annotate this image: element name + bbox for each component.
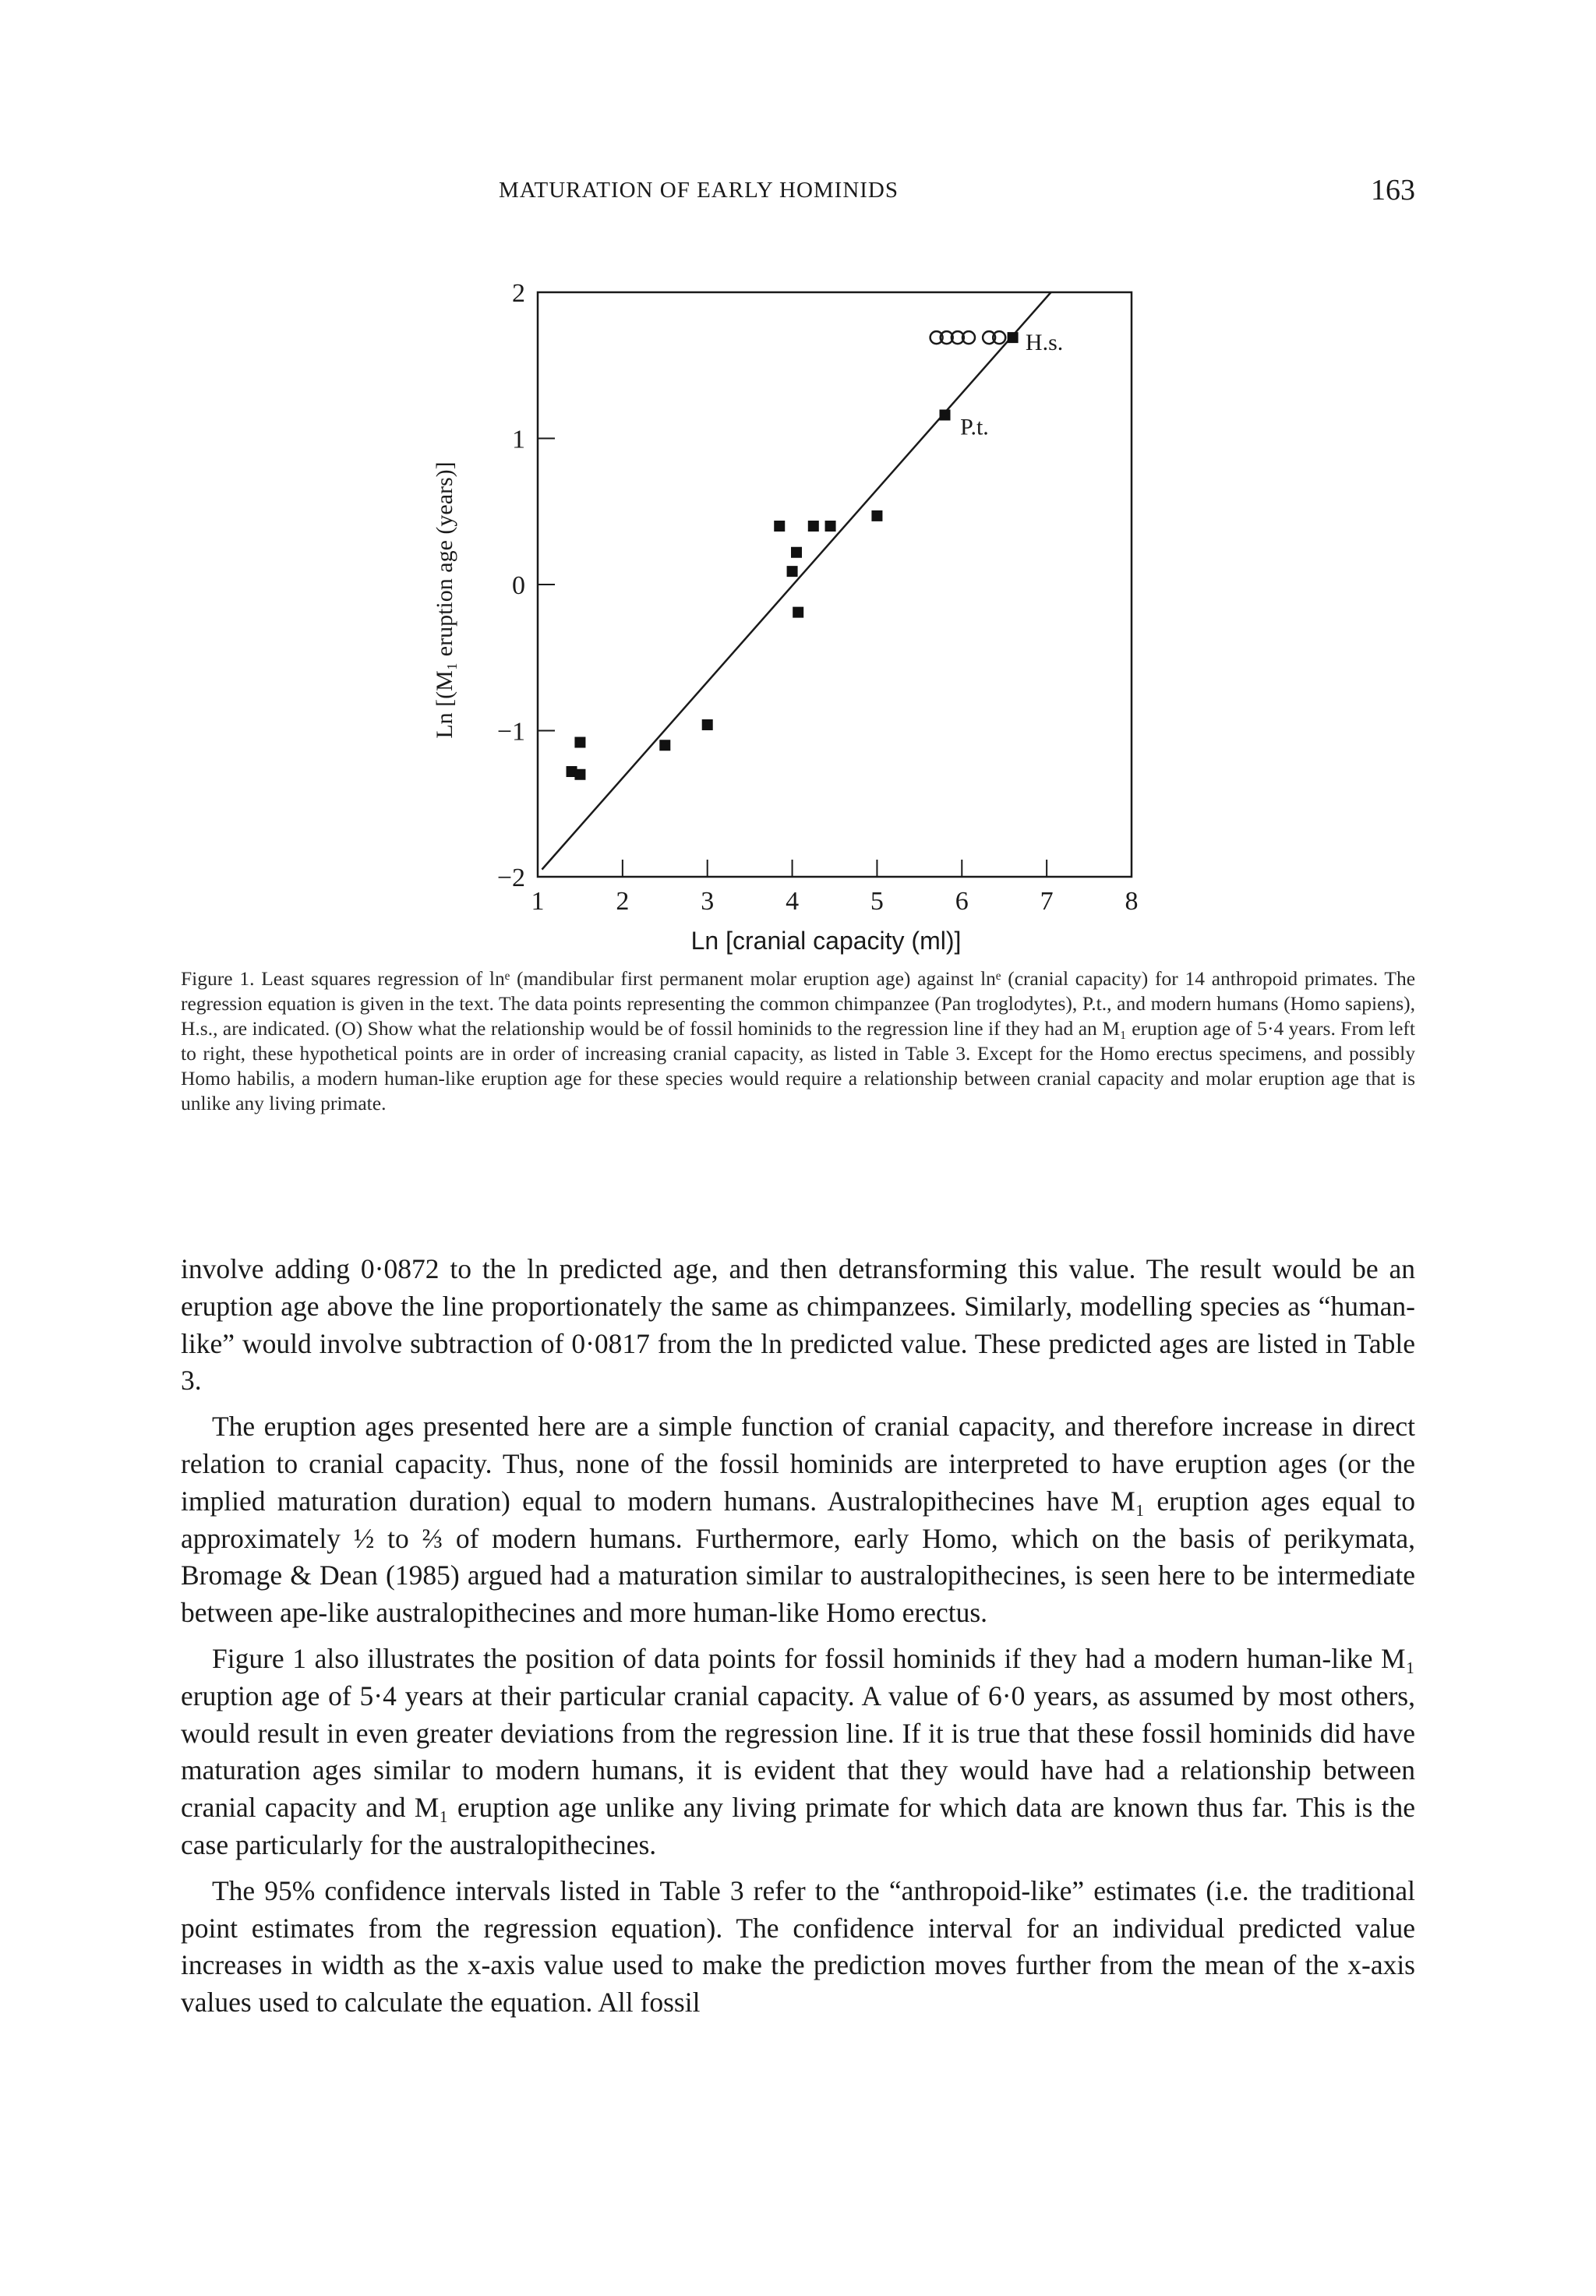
running-head: MATURATION OF EARLY HOMINIDS: [499, 178, 899, 203]
point-annotation: H.s.: [1025, 329, 1064, 355]
data-point-square: [574, 737, 585, 748]
body-text: [181, 1251, 1415, 2030]
paragraph: Figure 1 also illustrates the position of data points for fossil hominids if they had a modern human-like M₁ eruption age of 5·4 years at their particular cranial capacity. A value of 6·0 years, as assumed by most others, would result in even greater deviations from the regression line. If it is true that these fossil hominids did have maturation ages similar to modern humans, it is evident that they would have had a relationship between cranial capacity and M₁ eruption age unlike any living primate for which data are known thus far. This is the case particularly for the australopithecines.: [181, 1642, 1415, 1860]
x-tick-label: 8: [1125, 887, 1139, 916]
data-points: [567, 331, 1019, 780]
paragraph: The 95% confidence intervals listed in Table 3 refer to the “anthropoid-like” estimates (i.e. the traditional point estimates from the regression equation). The confidence interval for an individual predicted value increases in width as the x-axis value used to make the prediction moves further from the mean of the x-axis values used to calculate the equation. All fossil: [181, 1874, 1415, 2019]
data-point-square: [774, 521, 785, 532]
y-axis-label: Ln [(M₁ eruption age (years)]: [432, 461, 457, 739]
data-point-square: [791, 547, 802, 558]
plot-frame: [538, 292, 1132, 877]
data-point-square: [825, 521, 836, 532]
data-point-square: [787, 566, 798, 577]
point-annotation: P.t.: [960, 414, 989, 440]
point-annotations: [960, 330, 1063, 440]
axis-ticks: [538, 439, 1047, 878]
x-tick-label: 6: [955, 887, 969, 916]
x-axis-label: Ln [cranial capacity (ml)]: [690, 927, 962, 955]
data-point-square: [659, 740, 670, 751]
data-point-square: [702, 719, 713, 730]
figure-caption: [181, 966, 1415, 1116]
page-header: [0, 174, 1596, 224]
paragraph: The eruption ages presented here are a simple function of cranial capacity, and therefore increase in direct relation to cranial capacity. Thus, none of the fossil hominids are interpreted to have eruption ages (or the implied maturation duration) equal to modern humans. Australopithecines have M₁ eruption ages equal to approximately ½ to ⅔ of modern humans. Furthermore, early Homo, which on the basis of perikymata, Bromage & Dean (1985) argued had a maturation similar to australopithecines, is seen here to be intermediate between ape-like australopithecines and more human-like Homo erectus.: [181, 1411, 1415, 1629]
data-point-square: [940, 410, 951, 421]
x-tick-label: 5: [870, 887, 884, 916]
y-tick-label: −2: [496, 864, 525, 892]
tick-labels: [497, 279, 1139, 916]
data-point-square: [793, 607, 803, 618]
x-tick-label: 1: [531, 887, 545, 916]
data-point-square: [808, 521, 819, 532]
y-tick-label: −1: [496, 717, 525, 747]
scatter-chart: [421, 277, 1208, 963]
caption-text: Least squares regression of lnᵉ (mandibular first permanent molar eruption age) against lnᵉ (cranial capacity) for 14 anthropoid primates. The regression equation is given in the text. The data points representing the common chimpanzee (Pan troglodytes), P.t., and modern humans (Homo sapiens), H.s., are indicated. (O) Show what the relationship would be of fossil hominids to the regression line if they had an M₁ eruption age of 5·4 years. From left to right, these hypothetical points are in order of increasing cranial capacity, as listed in Table 3. Except for the Homo erectus specimens, and possibly Homo habilis, a modern human-like eruption age for these species would require a relationship between cranial capacity and molar eruption age that is unlike any living primate.: [181, 967, 1416, 1114]
y-tick-label: 1: [512, 425, 525, 454]
data-point-square: [871, 510, 882, 521]
data-point-square: [1008, 332, 1019, 343]
x-tick-label: 4: [786, 887, 800, 916]
plot-border: [538, 292, 1132, 877]
x-tick-label: 3: [701, 887, 715, 916]
page-number: 163: [1371, 174, 1415, 207]
data-point-square: [574, 769, 585, 780]
y-tick-label: 2: [512, 279, 525, 308]
paragraph: involve adding 0·0872 to the ln predicted age, and then detransforming this value. The result would be an eruption age above the line proportionately the same as chimpanzees. Similarly, modelling species as “human-like” would involve subtraction of 0·0817 from the ln predicted value. These predicted ages are listed in Table 3.: [181, 1253, 1415, 1397]
x-tick-label: 2: [616, 887, 630, 916]
caption-label: Figure 1.: [181, 967, 255, 990]
regression-line-path: [542, 292, 1050, 870]
y-tick-label: 0: [512, 571, 525, 600]
regression-line: [542, 292, 1050, 870]
x-tick-label: 7: [1040, 887, 1054, 916]
